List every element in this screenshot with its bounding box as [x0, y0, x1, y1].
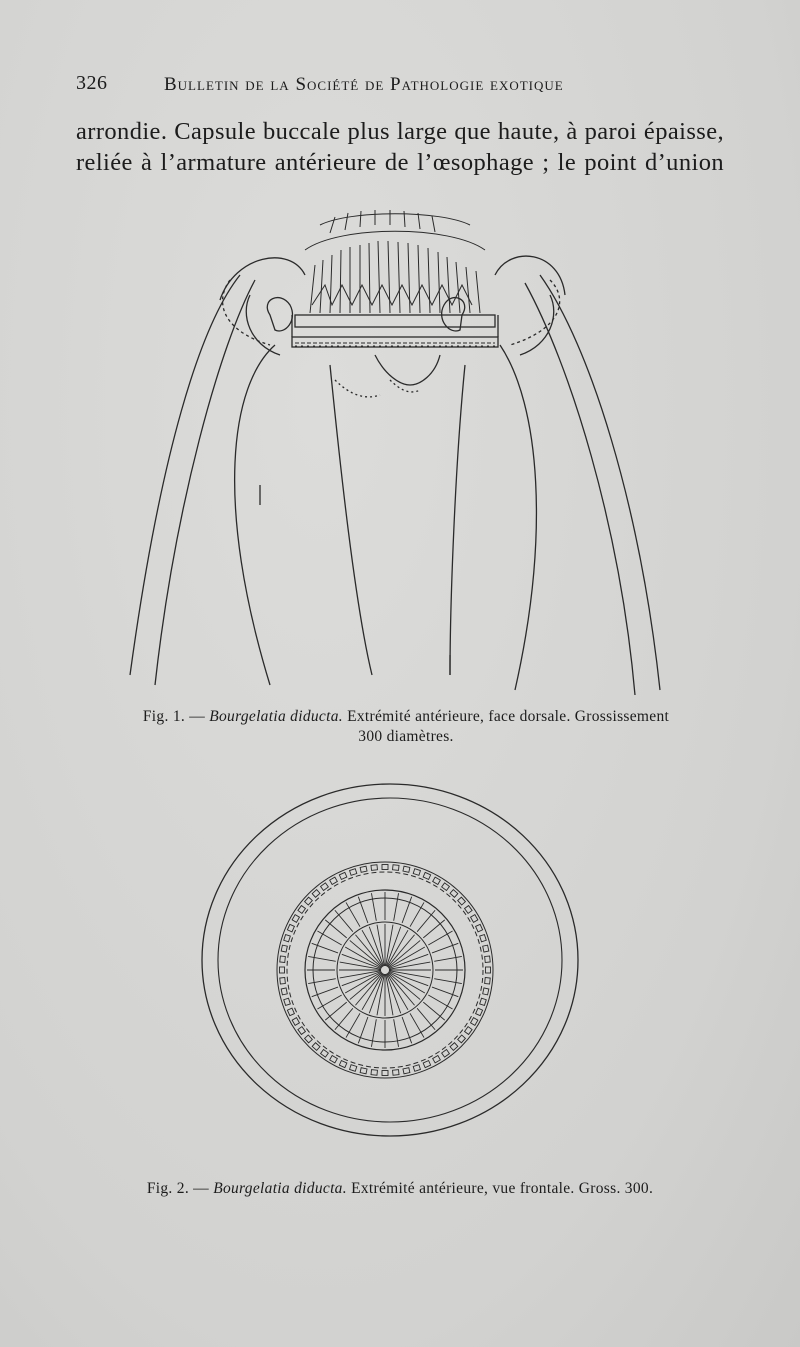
figure-1-label: Fig. 1. — — [142, 708, 206, 725]
figure-1-species: Bourgelatia diducta. — [209, 708, 343, 725]
figure-1-description: Extrémité antérieure, face dorsale. Grossissement — [342, 708, 670, 725]
figure-2-caption — [70, 1179, 730, 1199]
figure-1-illustration — [120, 205, 680, 705]
page-number: 326 — [76, 72, 108, 94]
body-line-2: reliée à l’armature antérieure de l’œsophage ; le point d’union — [76, 149, 724, 176]
page-header — [76, 72, 716, 102]
body-line-1: arrondie. Capsule buccale plus large que haute, à paroi épaisse, — [76, 118, 724, 145]
running-title: Bulletin de la Société de Pathologie exotique — [164, 74, 564, 95]
figure-2-species: Bourgelatia diducta. — [213, 1180, 347, 1197]
figure-2-description: Extrémité antérieure, vue frontale. Gross. 300. — [346, 1180, 654, 1197]
figure-1-caption — [76, 707, 736, 747]
figure-2-label: Fig. 2. — — [146, 1180, 209, 1197]
figure-1-caption-line-1 — [76, 707, 736, 727]
body-text — [76, 116, 724, 178]
figure-1-caption-line-2: 300 diamètres. — [358, 728, 454, 745]
figure-2-illustration — [200, 780, 590, 1160]
